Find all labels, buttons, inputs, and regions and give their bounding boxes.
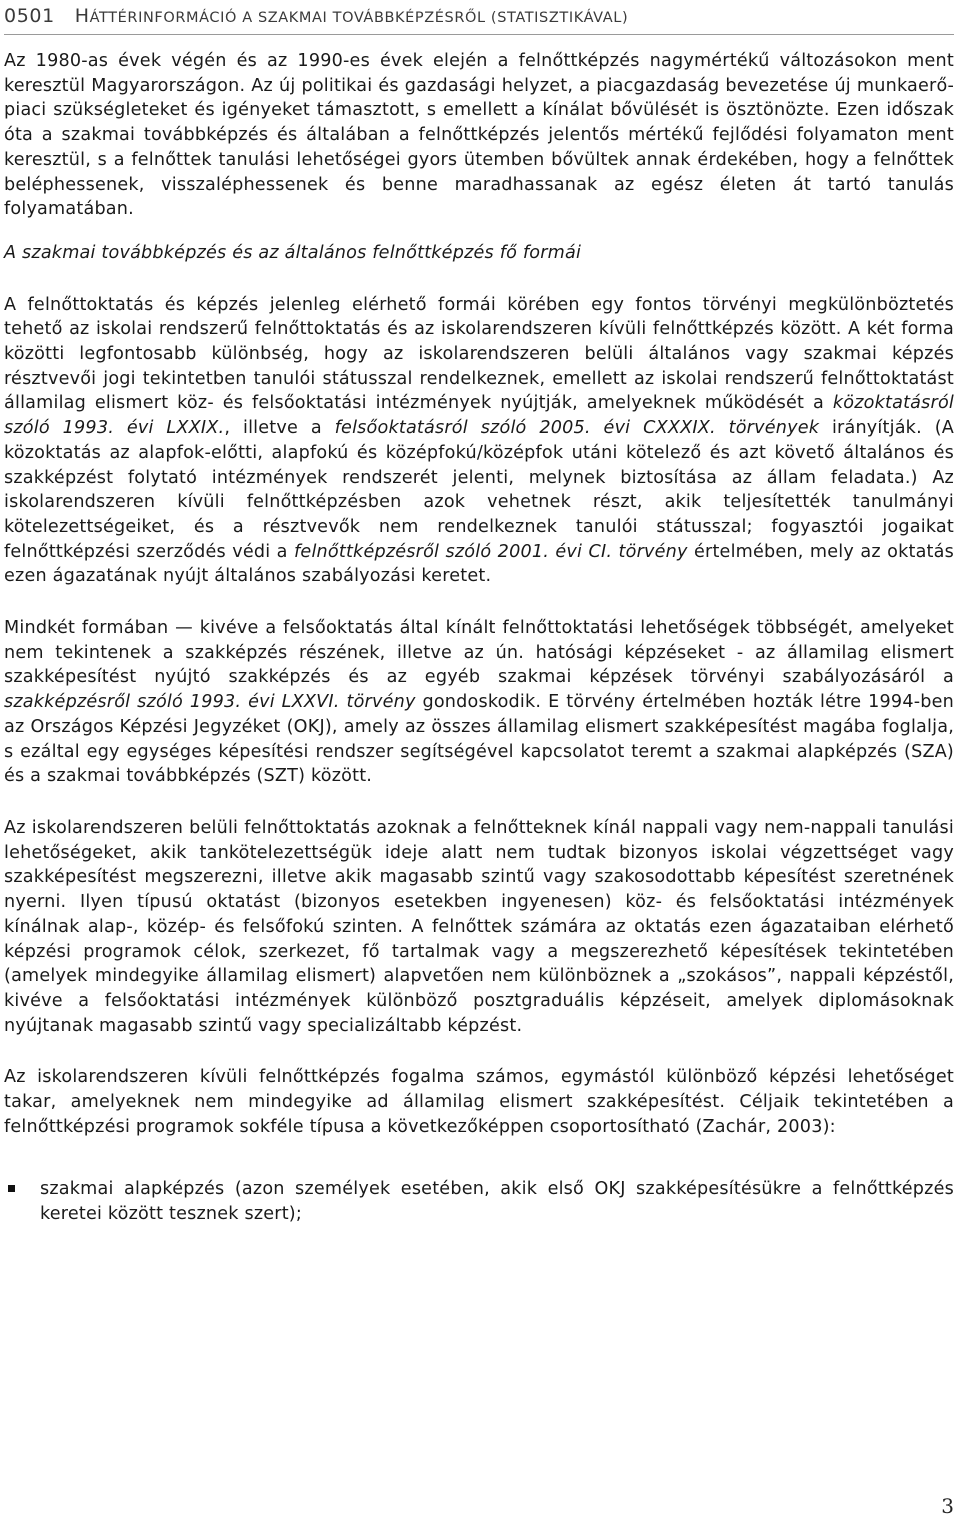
header-first-letter: H xyxy=(74,5,90,27)
header-number: 0501 xyxy=(4,5,55,27)
text-run: gondoskodik. E törvény értelmében hozták létre 1994-ben az Országos Képzési Jegyzéket (OKJ), amely az összes államilag elismert szakképesítést magába foglalja, s ezáltal egy egységes képesítési rendszer segítségével kapcsolatot teremt a szakmai alapképzés (SZA) és a szakmai továbbképzés (SZT) között. xyxy=(4,692,955,787)
text-run: értelmében, mely az oktatás ezen ágazatának nyújt általános szabályozási keretet. xyxy=(4,541,954,587)
page-header xyxy=(4,2,954,35)
law-reference: felsőoktatásról szóló 2005. évi CXXXIX. törvények xyxy=(334,418,820,439)
law-reference: szakképzésről szóló 1993. évi LXXVI. törvény xyxy=(4,692,416,713)
list-item xyxy=(4,1177,954,1226)
paragraph-forms xyxy=(4,293,954,589)
text-run: A felnőttoktatás és képzés jelenleg elérhető formái körében egy fontos törvényi megkülönböztetés tehető az iskolai rendszerű felnőttoktatás és az iskolarendszeren kívüli felnőttképzés között. A két forma közötti legfontosabb különbség, hogy az iskolarendszeren belüli általános vagy szakmai képzés résztvevői jogi tekintetben tanulói státusszal rendelkeznek, emellett az iskolai rendszerű felnőttoktatást államilag elismert köz- és felsőoktatási intézmények nyújtják, amelyeknek működését a xyxy=(4,294,954,414)
paragraph-intro: Az 1980-as évek végén és az 1990-es évek elején a felnőttképzés nagymértékű változásokon ment keresztül Magyarországon. Az új politikai és gazdasági helyzet, a piacgazdaság bevezetése új munkaerő-piaci szükségleteket és igényeket támasztott, s emellett a kínálat bővülését is ösztönözte. Ezen időszak óta a szakmai továbbképzés és általában a felnőttképzés jelentős mértékű fejlődési folyamaton ment keresztül, s a felnőttek tanulási lehetőségei gyors ütemben bővültek annak érdekében, hogy a felnőttek beléphessenek, visszaléphessenek és benne maradhassanak az egész életen át tartó tanulás folyamatában. xyxy=(4,51,954,220)
text-run: Mindkét formában — kivéve a felsőoktatás által kínált felnőttoktatási lehetőségek többségét, amelyeket nem tekintenek a szakképzés részének, illetve az ún. hatósági képzéseket - az államilag elismert szakképesítést nyújtó szakképzés és az egyéb szakmai képzések törvényi szabályozásáról a xyxy=(4,618,954,688)
bullet-list xyxy=(4,1177,954,1226)
list-item-text: szakmai alapképzés (azon személyek esetében, akik első OKJ szakképesítésükre a felnőttképzés keretei között tesznek szert); xyxy=(40,1179,954,1225)
law-reference: felnőttképzésről szóló 2001. évi CI. törvény xyxy=(294,541,688,562)
text-run: irányítják. (A közoktatás az alapfok-előtti, alapfokú és középfokú/középfok utáni kötelező és azt követő általános és szakképzést folytató intézmények rendszerét jelenti, melynek biztosítása az állam feladata.) Az iskolarendszeren kívüli felnőttképzésben azok vehetnek részt, akik teljesítették tanulmányi kötelezettségeiket, és a résztvevők nem rendelkeznek tanulói státusszal; fogyasztói jogaikat felnőttképzési szerződés védi a xyxy=(4,418,954,562)
paragraph-school-system: Az iskolarendszeren belüli felnőttoktatás azoknak a felnőtteknek kínál nappali vagy nem-nappali tanulási lehetőségeket, akik tankötelezettségük ideje alatt nem tudtak bizonyos iskolai végzettséget vagy szakképesítést megszerezni, illetve akik magasabb szintű vagy szakosodottabb képesítést szeretnének nyerni. Ilyen típusú oktatást (bizonyos esetekben ingyenesen) köz- és felsőoktatási intézmények kínálnak alap-, közép- és felsőfokú szinten. A felnőttek számára az oktatás ezen ágazataiban elérhető képzési programok célok, szerkezet, fő tartalmak vagy a megszerezhető képesítések tekintetében (amelyek mindegyike államilag elismert) alapvetően nem különböznek a „szokásos”, nappali képzéstől, kivéve a felsőoktatási intézmények különböző posztgraduális képzéseit, amelyek diplomásoknak nyújtanak magasabb szintű vagy specializáltabb képzést. xyxy=(4,817,954,1036)
section-heading: A szakmai továbbképzés és az általános felnőttképzés fő formái xyxy=(4,242,582,263)
header-title: ÁTTÉRINFORMÁCIÓ A SZAKMAI TOVÁBBKÉPZÉSRŐL (STATISZTIKÁVAL) xyxy=(89,10,629,26)
page-number: 3 xyxy=(941,1494,954,1518)
paragraph-both-forms xyxy=(4,616,954,789)
law-reference: közoktatásról szóló 1993. évi LXXIX. xyxy=(4,393,954,439)
square-bullet-icon xyxy=(8,1185,15,1192)
paragraph-outside-school: Az iskolarendszeren kívüli felnőttképzés fogalma számos, egymástól különböző képzési lehetőséget takar, amelyeknek nem mindegyike ad államilag elismert szakképesítést. Céljaik tekintetében a felnőttképzési programok sokféle típusa a következőképpen csoportosítható (Zachár, 2003): xyxy=(4,1067,954,1137)
body-text xyxy=(4,49,954,1227)
text-run: , illetve a xyxy=(224,418,335,439)
